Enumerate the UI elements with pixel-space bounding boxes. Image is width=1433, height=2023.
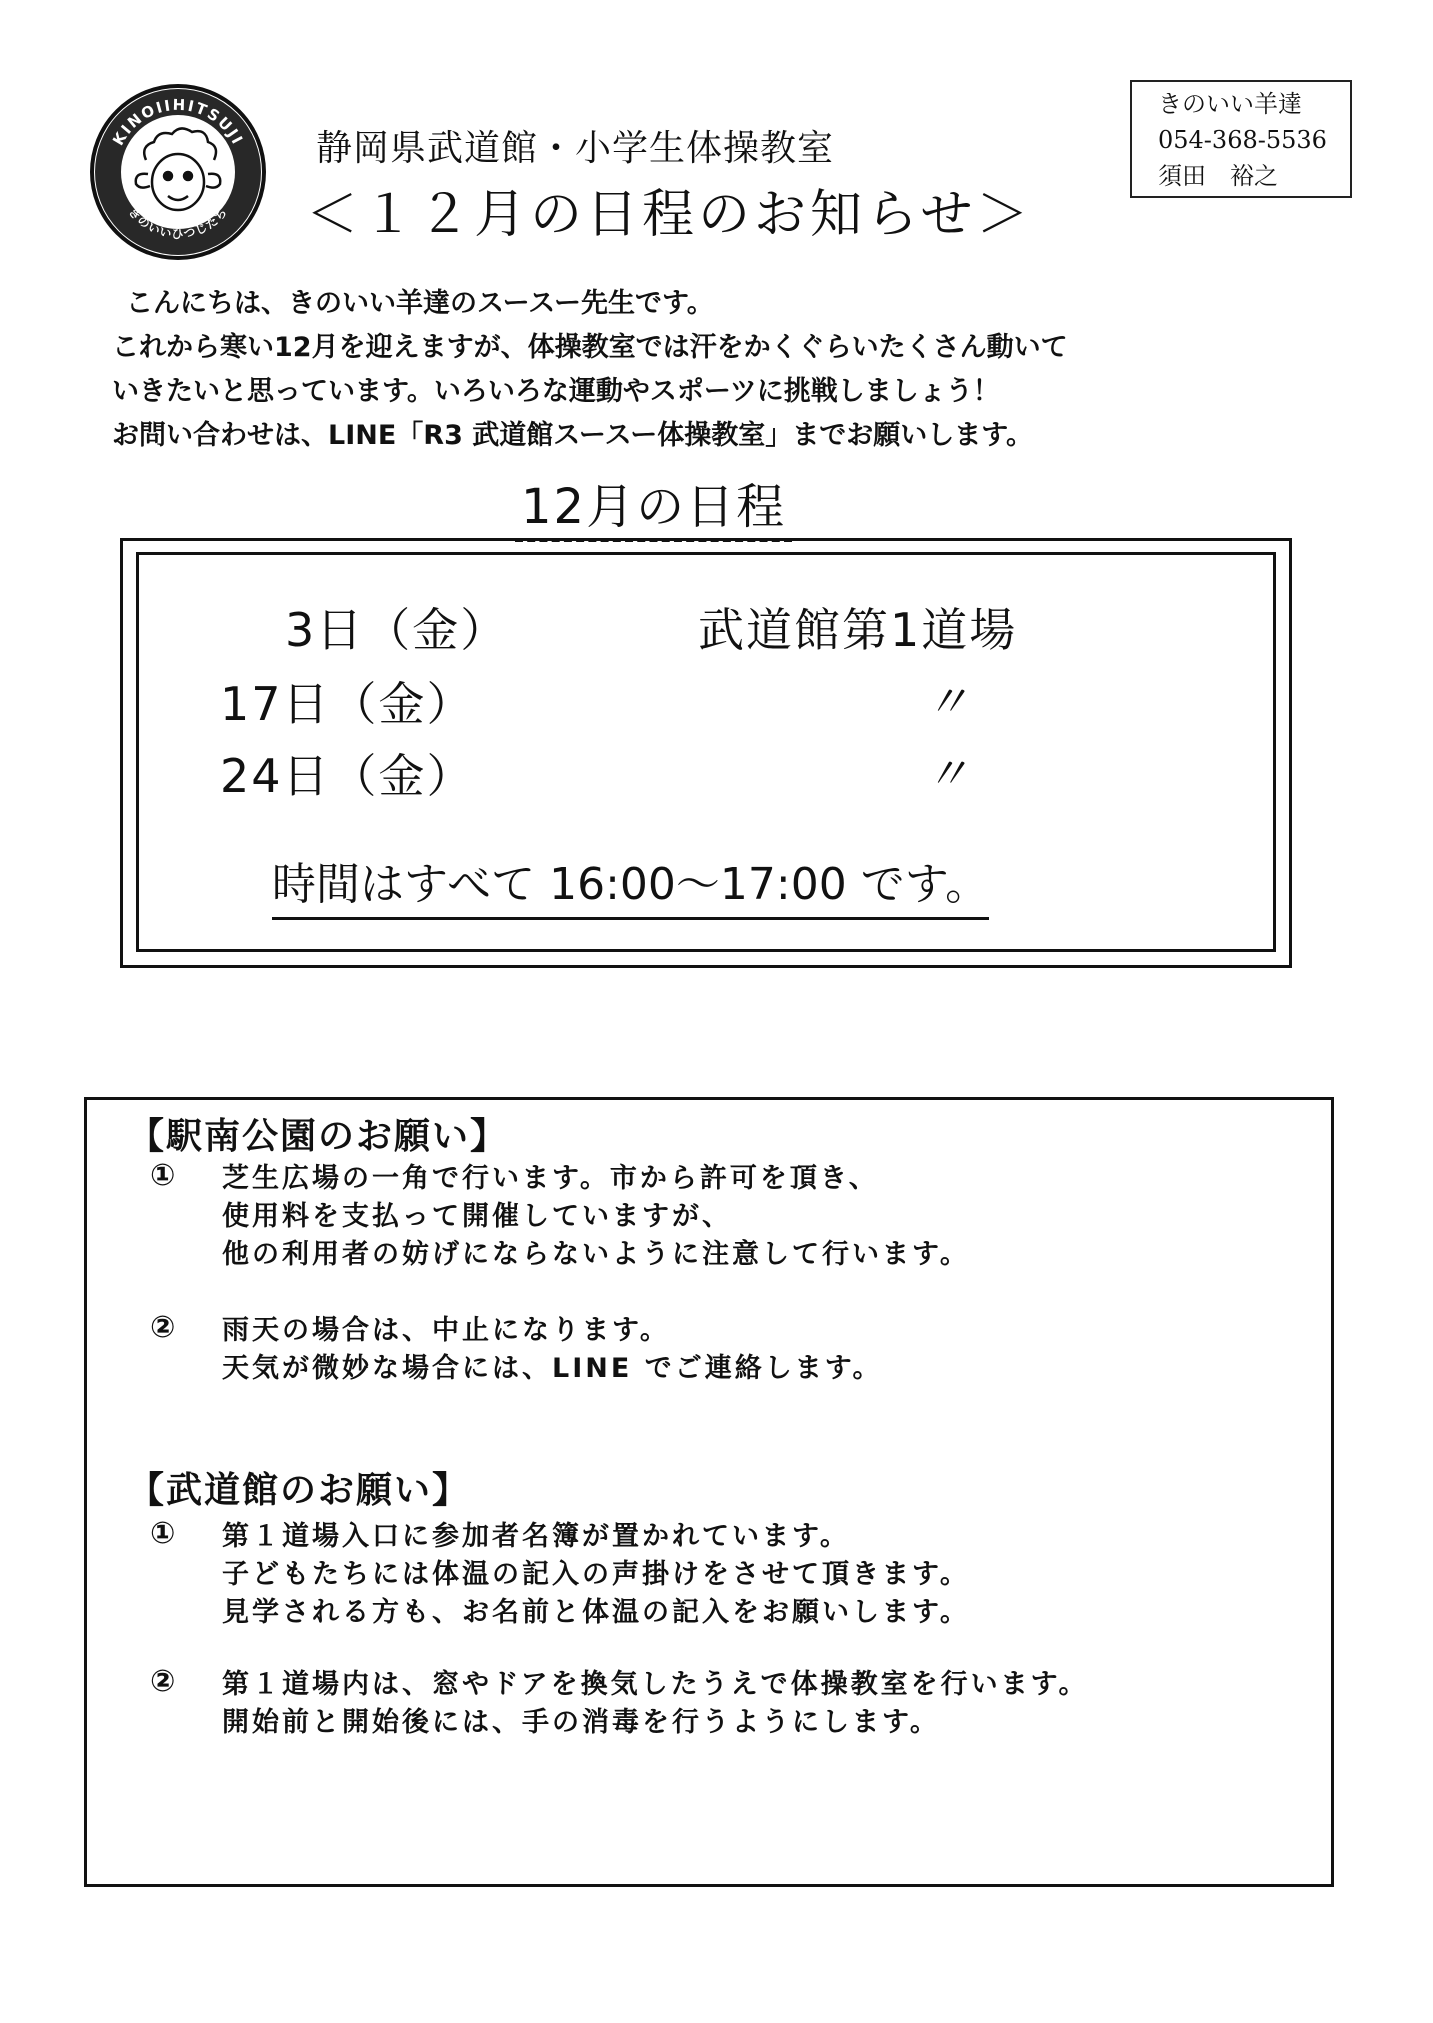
contact-name: 須田 裕之 (1158, 162, 1278, 190)
page-title: ＜１２月の日程のお知らせ＞ (306, 185, 1033, 245)
intro-line: いきたいと思っています。いろいろな運動やスポーツに挑戦しましょう！ (112, 376, 1000, 407)
note-item (222, 1518, 970, 1632)
kinoii-hitsuji-logo (88, 82, 268, 262)
item-number: ① (150, 1158, 176, 1193)
note-line: 第１道場入口に参加者名簿が置かれています。 (222, 1521, 850, 1552)
intro-line: これから寒い12月を迎えますが、体操教室では汗をかくぐらいたくさん動いて (112, 332, 1068, 363)
note-item (222, 1160, 970, 1274)
note-line: 天気が微妙な場合には、LINE でご連絡します。 (222, 1353, 883, 1384)
note-line: 他の利用者の妨げにならないように注意して行います。 (222, 1239, 970, 1270)
page-subtitle: 静岡県武道館・小学生体操教室 (316, 128, 835, 169)
note-line: 見学される方も、お名前と体温の記入をお願いします。 (222, 1597, 970, 1628)
logo-ring-text: KINOIIHITSUJI (109, 95, 248, 149)
note-line: 雨天の場合は、中止になります。 (222, 1315, 670, 1346)
schedule-venue: 武道館第1道場 (698, 603, 1018, 657)
logo-bottom-text: きのいいひつじたち (125, 204, 231, 241)
schedule-date: 17日（金） (220, 677, 475, 731)
note-line: 第１道場内は、窓やドアを換気したうえで体操教室を行います。 (222, 1669, 1089, 1700)
contact-box (1130, 80, 1352, 198)
intro-line: お問い合わせは、LINE「R3 武道館スースー体操教室」までお願いします。 (112, 420, 1034, 451)
note-line: 子どもたちには体温の記入の声掛けをさせて頂きます。 (222, 1559, 970, 1590)
contact-phone: 054-368-5536 (1158, 126, 1327, 154)
note-line: 開始前と開始後には、手の消毒を行うようにします。 (222, 1707, 940, 1738)
schedule-venue-ditto: 〃 (925, 677, 969, 728)
schedule-heading: 12月の日程 (515, 478, 792, 542)
section-heading-ekinan-park: 【駅南公園のお願い】 (128, 1116, 509, 1157)
schedule-venue-ditto: 〃 (925, 749, 969, 800)
intro-line: こんにちは、きのいい羊達のスースー先生です。 (126, 288, 714, 319)
item-number: ② (150, 1310, 176, 1345)
schedule-date: 3日（金） (285, 603, 509, 657)
intro-text (112, 282, 1068, 458)
item-number: ② (150, 1664, 176, 1699)
section-heading-budokan: 【武道館のお願い】 (128, 1470, 471, 1511)
item-number: ① (150, 1516, 176, 1551)
schedule-date: 24日（金） (220, 749, 475, 803)
note-line: 芝生広場の一角で行います。市から許可を頂き、 (222, 1163, 879, 1194)
note-line: 使用料を支払って開催していますが、 (222, 1201, 732, 1232)
schedule-time-note: 時間はすべて 16:00～17:00 です。 (272, 855, 989, 920)
note-item (222, 1312, 883, 1388)
contact-org: きのいい羊達 (1158, 90, 1302, 118)
note-item (222, 1666, 1089, 1742)
